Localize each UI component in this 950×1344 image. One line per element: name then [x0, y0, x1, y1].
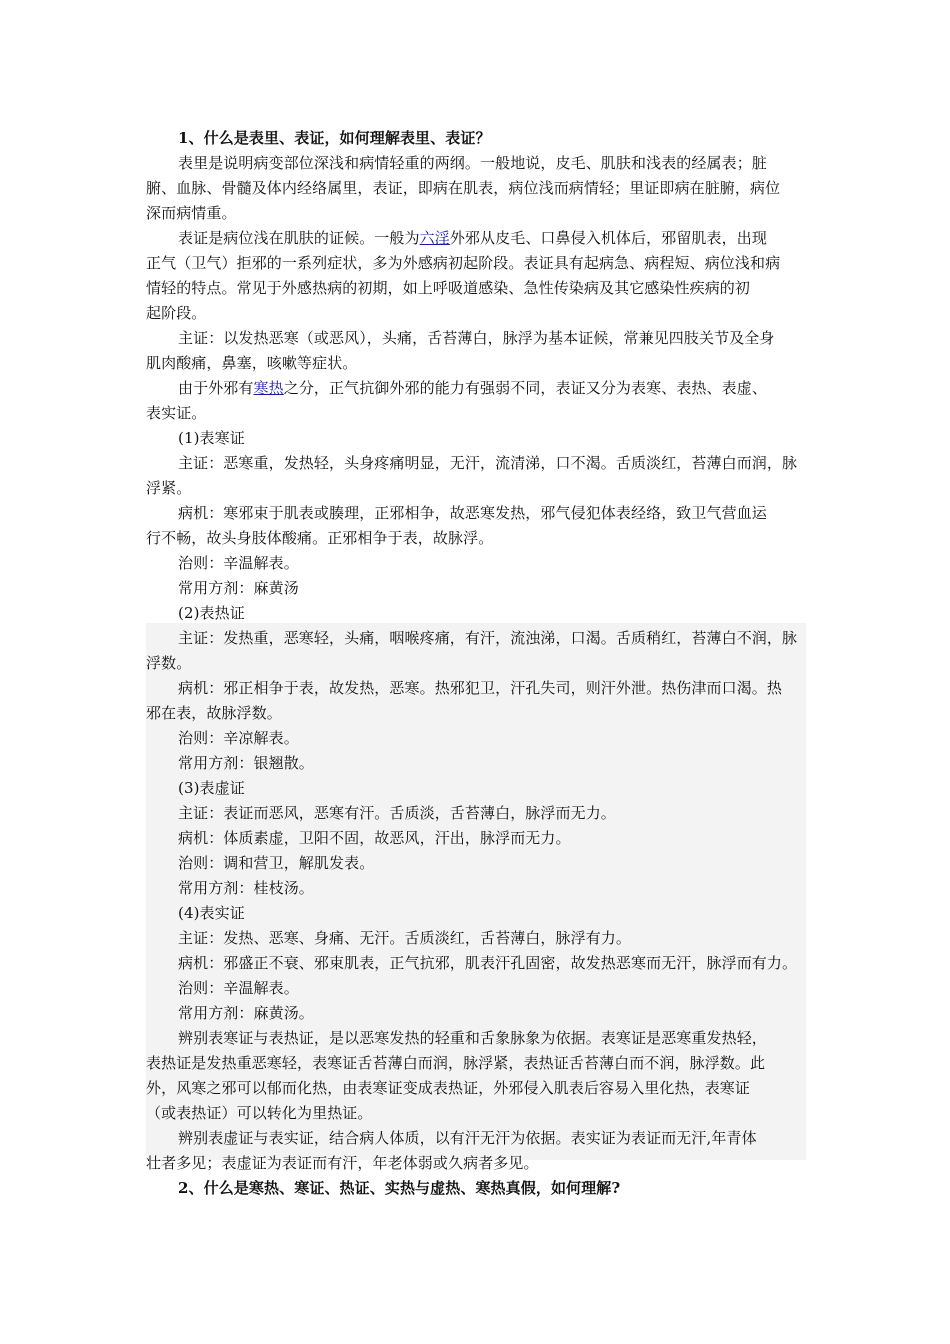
paragraph-line: 表热证是发热重恶寒轻，表寒证舌苔薄白而润，脉浮紧，表热证舌苔薄白而不润，脉浮数。此 — [146, 1054, 766, 1072]
text-run: 外邪从皮毛、口鼻侵入机体后，邪留肌表，出现 — [449, 229, 767, 247]
paragraph-line: 辨别表虚证与表实证，结合病人体质，以有汗无汗为依据。表实证为表证而无汗,年青体 — [178, 1129, 757, 1147]
paragraph-line: 深而病情重。 — [146, 204, 237, 222]
paragraph-line: 主证：发热、恶寒、身痛、无汗。舌质淡红，舌苔薄白，脉浮有力。 — [178, 929, 632, 947]
paragraph-line: 治则：调和营卫，解肌发表。 — [178, 854, 375, 872]
paragraph-line: 治则：辛温解表。 — [178, 979, 299, 997]
paragraph-line: 病机：体质素虚，卫阳不固，故恶风，汗出，脉浮而无力。 — [178, 829, 571, 847]
paragraph-line: 主证：发热重，恶寒轻，头痛，咽喉疼痛，有汗，流浊涕，口渴。舌质稍红，苔薄白不润，脉 — [178, 629, 798, 647]
paragraph-line: （或表热证）可以转化为里热证。 — [146, 1104, 373, 1122]
body-lines — [146, 426, 816, 1176]
paragraph-line: 肌肉酸痛，鼻塞，咳嗽等症状。 — [146, 354, 358, 372]
paragraph-line: 腑、血脉、骨髓及体内经络属里，表证，即病在肌表，病位浅而病情轻；里证即病在脏腑，病位 — [146, 179, 781, 197]
paragraph-line — [146, 226, 816, 251]
paragraph-line: 浮数。 — [146, 654, 192, 672]
paragraph-line: 邪在表，故脉浮数。 — [146, 704, 282, 722]
paragraph-line: 病机：寒邪束于肌表或腠理，正邪相争，故恶寒发热，邪气侵犯体表经络，致卫气营血运 — [178, 504, 767, 522]
paragraph-line: 表实证。 — [146, 404, 207, 422]
section-heading-2: 2、什么是寒热、寒证、热证、实热与虚热、寒热真假，如何理解? — [178, 1179, 621, 1197]
paragraph-line: (1)表寒证 — [178, 429, 245, 447]
paragraph-line: 起阶段。 — [146, 304, 207, 322]
paragraph-line: 主证：恶寒重，发热轻，头身疼痛明显，无汗，流清涕，口不渴。舌质淡红，苔薄白而润，脉 — [178, 454, 798, 472]
paragraph-line: 主证：表证而恶风，恶寒有汗。舌质淡，舌苔薄白，脉浮而无力。 — [178, 804, 616, 822]
text-run: 之分，正气抗御外邪的能力有强弱不同，表证又分为表寒、表热、表虚、 — [283, 379, 767, 397]
section-heading-1: 1、什么是表里、表证，如何理解表里、表证？ — [178, 129, 491, 147]
paragraph-line: 常用方剂：麻黄汤。 — [178, 1004, 314, 1022]
link-liuyin[interactable]: 六淫 — [419, 229, 450, 247]
paragraph-line: 常用方剂：桂枝汤。 — [178, 879, 314, 897]
paragraph-line: 治则：辛凉解表。 — [178, 729, 299, 747]
paragraph-line: 行不畅，故头身肢体酸痛。正邪相争于表，故脉浮。 — [146, 529, 494, 547]
paragraph-line: 病机：邪正相争于表，故发热，恶寒。热邪犯卫，汗孔失司，则汗外泄。热伤津而口渴。热 — [178, 679, 783, 697]
paragraph-line: (3)表虚证 — [178, 779, 245, 797]
paragraph-line: 常用方剂：银翘散。 — [178, 754, 314, 772]
paragraph-line: (2)表热证 — [178, 604, 245, 622]
paragraph-line: 情轻的特点。常见于外感热病的初期，如上呼吸道感染、急性传染病及其它感染性疾病的初 — [146, 279, 751, 297]
document-body — [146, 126, 816, 1201]
link-hanre[interactable]: 寒热 — [253, 379, 284, 397]
paragraph-line: 外，风寒之邪可以郁而化热，由表寒证变成表热证，外邪侵入肌表后容易入里化热，表寒证 — [146, 1079, 751, 1097]
text-run: 由于外邪有 — [178, 379, 254, 397]
paragraph-line: (4)表实证 — [178, 904, 245, 922]
paragraph-line: 壮者多见；表虚证为表证而有汗，年老体弱或久病者多见。 — [146, 1154, 539, 1172]
paragraph-line: 病机：邪盛正不衰、邪束肌表，正气抗邪，肌表汗孔固密，故发热恶寒而无汗，脉浮而有力。 — [178, 954, 798, 972]
paragraph-line: 主证：以发热恶寒（或恶风），头痛，舌苔薄白，脉浮为基本证候，常兼见四肢关节及全身 — [178, 329, 775, 347]
paragraph-line: 浮紧。 — [146, 479, 192, 497]
paragraph-line — [146, 376, 816, 401]
paragraph-line: 辨别表寒证与表热证，是以恶寒发热的轻重和舌象脉象为依据。表寒证是恶寒重发热轻， — [178, 1029, 767, 1047]
text-run: 表证是病位浅在肌肤的证候。一般为 — [178, 229, 420, 247]
paragraph-line: 常用方剂：麻黄汤 — [178, 579, 299, 597]
paragraph-line: 表里是说明病变部位深浅和病情轻重的两纲。一般地说，皮毛、肌肤和浅表的经属表；脏 — [178, 154, 767, 172]
paragraph-line: 治则：辛温解表。 — [178, 554, 299, 572]
paragraph-line: 正气（卫气）拒邪的一系列症状，多为外感病初起阶段。表证具有起病急、病程短、病位浅和病 — [146, 254, 781, 272]
